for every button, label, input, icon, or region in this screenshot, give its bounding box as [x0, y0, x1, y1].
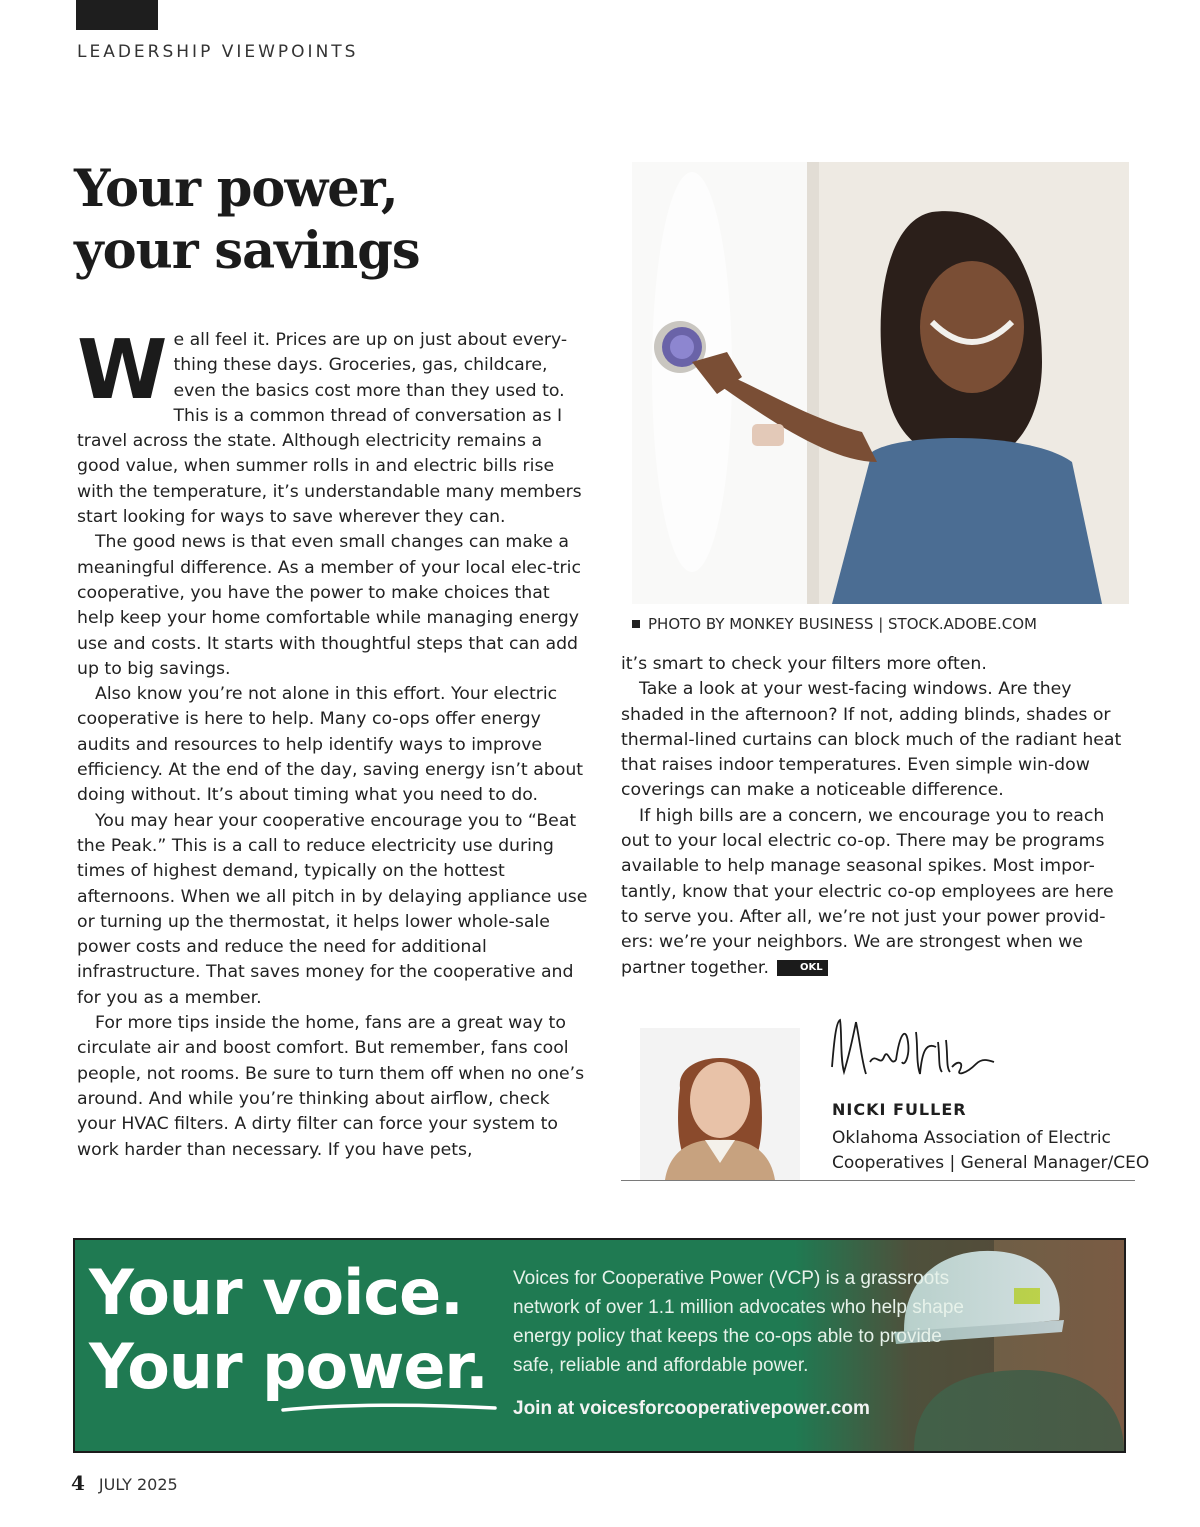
author-signature — [826, 1012, 1006, 1092]
banner-cta-link[interactable]: Join at voicesforcooperativepower.com — [513, 1398, 870, 1419]
thermostat-photo — [632, 162, 1129, 604]
vcp-ad-banner[interactable] — [73, 1238, 1126, 1453]
caption-bullet-icon — [632, 620, 640, 628]
banner-headline-line-2: Your power. — [89, 1330, 488, 1403]
banner-headline — [89, 1256, 488, 1404]
headline-line-1: Your power, — [74, 159, 398, 219]
article-paragraph: Take a look at your west-facing windows. Are they shaded in the afternoon? If not, adding blinds, shades or thermal-lined curtains can block much of the radiant heat that raises indoor temperatures. Even simple win-dow coverings can make a noticeable difference. — [621, 679, 1122, 801]
drop-cap: W — [77, 323, 168, 418]
article-paragraph: You may hear your cooperative encourage you to “Beat the Peak.” This is a call to reduce electricity use during times of highest demand, typically on the hottest afternoons. When we all pitch in by delaying appliance use or turning up the thermostat, it helps lower whole-sale power costs and reduce the need for additional infrastructure. That saves money for the cooperative and for you as a member. — [77, 810, 588, 1008]
okl-end-badge: OKL — [777, 960, 828, 976]
article-column-left — [77, 323, 589, 1163]
photo-caption — [632, 615, 1037, 633]
article-headline — [74, 158, 594, 282]
brush-underline — [281, 1400, 497, 1416]
thermostat-photo-illustration — [632, 162, 1129, 604]
article-paragraph: it’s smart to check your filters more often. — [621, 654, 987, 674]
article-paragraph — [77, 323, 589, 530]
section-label: LEADERSHIP VIEWPOINTS — [77, 42, 359, 62]
author-org-line-1: Oklahoma Association of Electric — [832, 1128, 1111, 1148]
article-paragraph: The good news is that even small changes can make a meaningful difference. As a member of your local elec-tric cooperative, you have the power to make choices that help keep your home comfortable while managing energy use and costs. It starts with thoughtful steps that can add up to big savings. — [77, 532, 581, 679]
paragraph-text: If high bills are a concern, we encourage you to reach out to your local electric co-op. There may be programs available to help manage seasonal spikes. Most impor-tantly, know that your electric co-op employees are here to serve you. After all, we’re not just your power provid-ers: we’re your neighbors. We are strongest when we partner together. — [621, 805, 1114, 978]
article-column-right — [621, 652, 1136, 981]
issue-date: JULY 2025 — [98, 1475, 178, 1494]
headline-line-2: your savings — [74, 221, 420, 281]
article-paragraph — [621, 804, 1136, 981]
page-footer — [71, 1471, 178, 1495]
header-tab-block — [76, 0, 158, 30]
paragraph-text: e all feel it. Prices are up on just about every-thing these days. Groceries, gas, childcare, even the basics cost more than they used to. This is a common thread of conversation as I travel across the state. Although electricity remains a good value, when summer rolls in and electric bills rise with the temperature, it’s understandable many members start looking for ways to save wherever they can. — [77, 330, 582, 528]
author-portrait — [640, 1028, 800, 1180]
caption-text: PHOTO BY MONKEY BUSINESS | STOCK.ADOBE.COM — [648, 615, 1037, 633]
banner-body-text: Voices for Cooperative Power (VCP) is a grassroots network of over 1.1 million advocates who help shape energy policy that keeps the co-ops able to provide safe, reliable and affordable power. — [513, 1268, 964, 1376]
author-title — [832, 1126, 1152, 1176]
article-paragraph: For more tips inside the home, fans are a great way to circulate air and boost comfort. But remember, fans cool people, not rooms. Be sure to turn them off when no one’s around. And while you’re thinking about airflow, check your HVAC filters. A dirty filter can force your system to work harder than necessary. If you have pets, — [77, 1013, 585, 1160]
author-portrait-illustration — [640, 1028, 800, 1180]
article-paragraph: Also know you’re not alone in this effort. Your electric cooperative is here to help. Many co-ops offer energy audits and resources to help identify ways to improve efficiency. At the end of the day, saving energy isn’t about doing without. It’s about timing what you need to do. — [77, 684, 584, 806]
signature-divider — [621, 1180, 1135, 1181]
author-org-line-2: Cooperatives | General Manager/CEO — [832, 1153, 1150, 1173]
banner-headline-line-1: Your voice. — [89, 1256, 463, 1329]
page-number: 4 — [71, 1471, 85, 1495]
author-name: NICKI FULLER — [832, 1100, 967, 1119]
